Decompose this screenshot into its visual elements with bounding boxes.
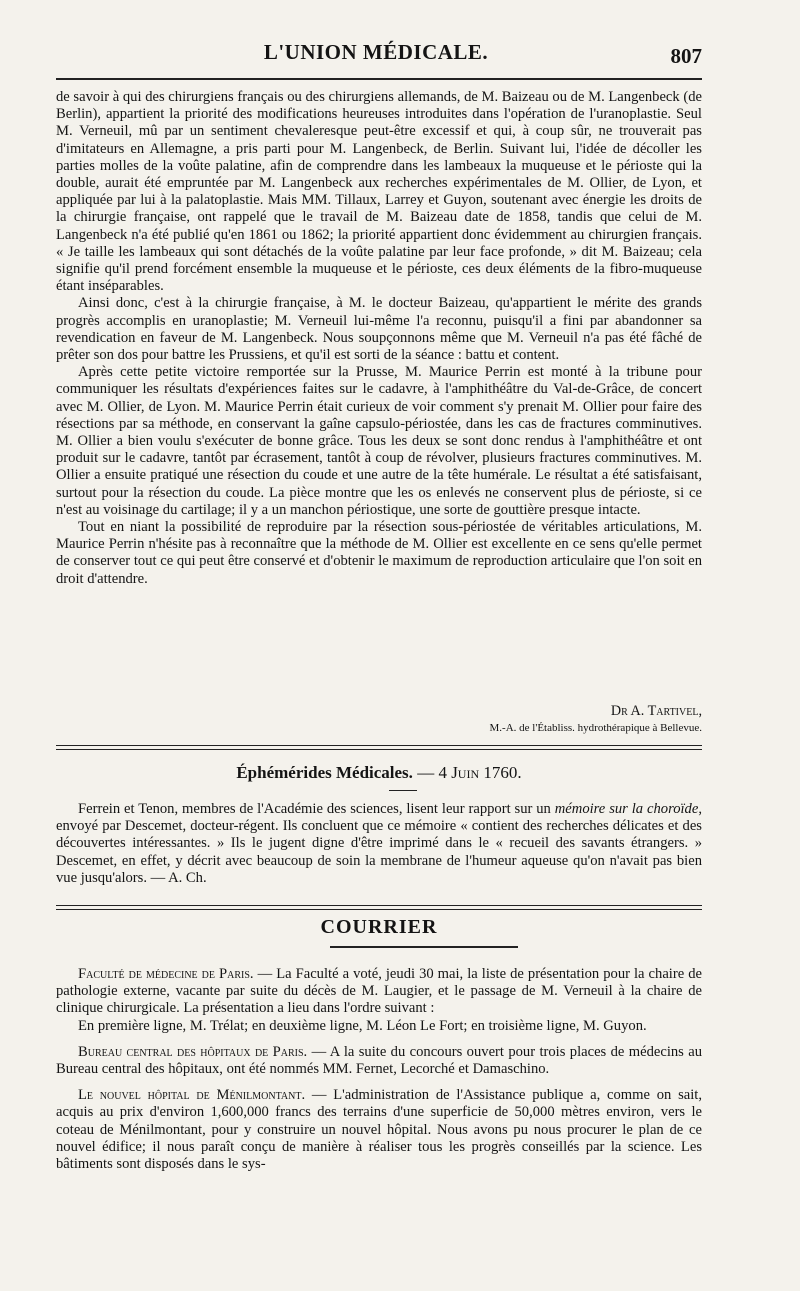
ephemerides-title	[56, 763, 702, 783]
signature-block	[56, 703, 702, 737]
courrier-item-text: — A la suite du concours ouvert pour trois places de médecins au Bureau central des hôpitaux, ont été nommés MM. Fernet, Lecorché et Damaschino.	[56, 1043, 702, 1078]
courrier-item-text: — L'administration de l'Assistance publique a, comme on sait, acquis au prix d'environ 1,600,000 francs des terrains d'une superficie de 50,000 mètres environ, vers le coteau de Ménilmontant, pour y construire un nouvel hôpital. Nous avons pu nous procurer le plan de ce nouvel édifice; il nous paraît conçu de manière à réaliser tous les progrès conseillés par la science. Les bâtiments sont disposés dans le sys-	[56, 1087, 702, 1173]
courrier-item-lead: Le nouvel hôpital de Ménilmontant.	[78, 1087, 306, 1104]
article-paragraph: Tout en niant la possibilité de reproduire par la résection sous-périostée de véritables articulations, M. Maurice Perrin n'hésite pas à reconnaître que la méthode de M. Ollier est excellente en ce sens qu'elle permet de conserver tout ce qui peut être conservé et d'obtenir le maximum de reproduction articulaire que l'on soit en droit d'attendre.	[56, 519, 702, 587]
ephemerides-paragraph	[56, 801, 702, 887]
courrier-item	[56, 966, 702, 1018]
courrier-item	[56, 1044, 702, 1078]
courrier-item-lead: Bureau central des hôpitaux de Paris.	[78, 1043, 308, 1060]
header-rule	[56, 78, 702, 80]
ephemerides-italic-title: mémoire sur la choroïde	[554, 801, 699, 817]
courrier-heading: COURRIER	[320, 916, 438, 938]
article-paragraph: de savoir à qui des chirurgiens français ou des chirurgiens allemands, de M. Baizeau ou de M. Langenbeck (de Berlin), appartient la priorité des modifications heureuses introduites dans l'opération de l'uranoplastie. Seul M. Verneuil, mû par un sentiment chevaleresque peut-être excessif et qui, à coup sûr, ne trouverait pas d'imitateurs en Allemagne, a pris parti pour M. Langenbeck, de Berlin. Suivant lui, l'idée de décoller les parties molles de la voûte palatine, afin de comprendre dans les lambeaux la muqueuse et le périoste qui la double, aurait été empruntée par M. Langenbeck aux recherches expérimentales de M. Ollier, de Lyon, et appliquée par lui à la palatoplastie. Mais MM. Tillaux, Larrey et Guyon, soutenant avec énergie les droits de la chirurgie française, ont rappelé que le travail de M. Baizeau date de 1858, tandis que celui de M. Langenbeck n'a été publié qu'en 1861 ou 1862; la priorité appartient donc évidemment au chirurgien français. « Je taille les lambeaux qui sont détachés de la voûte palatine par leur face profonde, » dit M. Baizeau; cela signifie qu'il prend forcément ensemble la muqueuse et le périoste, ces deux éléments de la fibro-muqueuse étant inséparables.	[56, 89, 702, 295]
signature-name: Dr A. Tartivel,	[610, 703, 702, 719]
courrier-heading-rule	[330, 946, 518, 948]
courrier-item	[56, 1087, 702, 1173]
courrier-body	[56, 966, 702, 1173]
ephemerides-date: — 4 Juin 1760.	[417, 763, 522, 782]
ephemerides-text-part: , envoyé par Descemet, docteur-régent. Ils concluent que ce mémoire « contient des recherches délicates et des découvertes intéressantes. » Ils le jugent digne d'être imprimé dans le « recueil des savants étrangers. » Descemet, en effet, y décrit avec beaucoup de soin la membrane de l'humeur aqueuse qu'on n'avait pas bien vue jusqu'alors. — A. Ch.	[56, 801, 702, 886]
page-header	[50, 40, 702, 74]
courrier-item-text: En première ligne, M. Trélat; en deuxième ligne, M. Léon Le Fort; en troisième ligne, M. Guyon.	[78, 1017, 647, 1034]
article-paragraph: Après cette petite victoire remportée sur la Prusse, M. Maurice Perrin est monté à la tribune pour communiquer les résultats d'expériences faites sur le cadavre, à l'amphithéâtre du Val-de-Grâce, de concert avec M. Ollier, de Lyon. M. Maurice Perrin était curieux de voir comment s'y prenait M. Ollier pour faire des résections par sa méthode, en conservant la gaîne capsulo-périostée, dans les cas de fractures comminutives. M. Ollier a bien voulu s'exécuter de bonne grâce. Tous les deux se sont donc rendus à l'amphithéâtre et ont produit sur le cadavre, tantôt par écrasement, tantôt à coup de révolver, plusieurs fractures comminutives. M. Ollier a ensuite pratiqué une résection du coude et une autre de la tête humérale. Le résultat a été satisfaisant, surtout pour la résection du coude. La pièce montre que les os enlevés ne conservent plus de périoste, si ce n'est au voisinage du cartilage; il y a un manchon périostique, une sorte de gouttière presque intacte.	[56, 364, 702, 518]
article-body	[56, 89, 702, 588]
courrier-item	[56, 1018, 702, 1035]
courrier-item-text: — La Faculté a voté, jeudi 30 mai, la liste de présentation pour la chaire de pathologie externe, vacante par suite du décès de M. Laugier, et le passage de M. Verneuil à la chaire de clinique chirurgicale. La présentation a lieu dans l'ordre suivant :	[56, 966, 702, 1017]
courrier-item-lead: Faculté de médecine de Paris.	[78, 966, 254, 982]
section-divider	[56, 905, 702, 910]
running-title: L'UNION MÉDICALE.	[263, 40, 489, 64]
page-number: 807	[670, 44, 702, 68]
article-paragraph: Ainsi donc, c'est à la chirurgie française, à M. le docteur Baizeau, qu'appartient le mérite des grands progrès accomplis en uranoplastie; M. Verneuil lui-même l'a reconnu, puisqu'il a fini par abandonner sa revendication en faveur de M. Langenbeck. Nous soupçonnons même que M. Verneuil n'a pas été fâché de prêter son dos pour battre les Prussiens, et qu'il est sorti de la séance : battu et content.	[56, 295, 702, 364]
ephemerides-heading: Éphémérides Médicales.	[236, 763, 413, 782]
section-divider	[56, 745, 702, 750]
ephemerides-body	[56, 801, 702, 887]
ephemerides-text-part: Ferrein et Tenon, membres de l'Académie des sciences, lisent leur rapport sur un	[78, 801, 555, 817]
signature-affiliation: M.-A. de l'Établiss. hydrothérapique à Bellevue.	[489, 722, 702, 734]
ephemerides-rule	[389, 790, 417, 791]
